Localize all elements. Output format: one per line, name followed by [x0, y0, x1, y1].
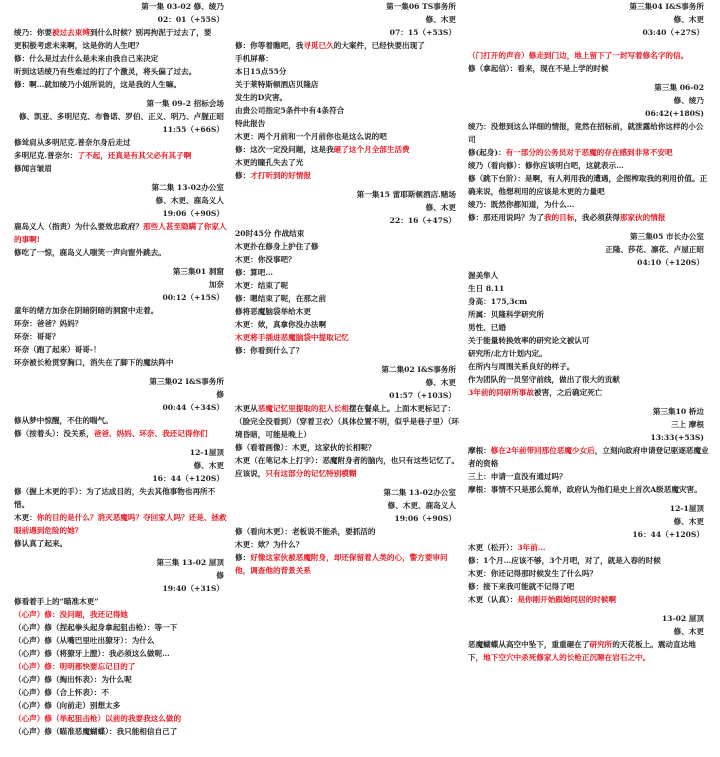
- highlighted-text: 爸爸、妈妈、环奈、我还记得你们: [93, 429, 208, 438]
- scene-block: [468, 502, 710, 606]
- dialogue-line: [468, 386, 710, 399]
- dialogue-line: [14, 686, 230, 699]
- scene-timestamp: 07：15（+53S）: [389, 28, 456, 37]
- dialogue-line: [14, 414, 230, 427]
- scene-dialogue: [468, 541, 710, 606]
- dialogue-line: [14, 26, 230, 39]
- line-text: 木更：你没事吧？: [235, 255, 296, 264]
- scene-title: 12-1屋顶: [669, 504, 704, 513]
- dialogue-line: [14, 647, 230, 660]
- dialogue-line: [235, 402, 462, 441]
- line-text: 修：什么是过去什么是未来由我自己来决定: [14, 54, 159, 63]
- scene-title: 第三集 06-02: [654, 83, 704, 92]
- line-text: 童年的绪方加奈在阴暗阴暗的洞窟中走着。: [14, 306, 159, 315]
- column-1: [14, 0, 230, 744]
- dialogue-line: [468, 334, 710, 347]
- line-text: （心声）修（从嘴巴里吐出獠牙）：为什么: [14, 636, 155, 645]
- line-text: 修：: [235, 553, 251, 562]
- line-text: 男性、已婚: [468, 323, 506, 332]
- column-3: [468, 0, 710, 670]
- line-text: 修：啊…就如绫乃小姐所说的，这是我的人生嘛。: [14, 80, 182, 89]
- line-text: 环奈被长枪贯穿胸口，消失在了脚下的魔法阵中: [14, 358, 174, 367]
- dialogue-line: [14, 52, 230, 65]
- dialogue-line: [235, 143, 462, 156]
- line-text: 到什么时候？别再拘泥于过去了，要: [89, 28, 212, 37]
- scene-header: [235, 188, 462, 227]
- dialogue-line: [14, 699, 230, 712]
- scene-timestamp: 19:06（+90S）: [394, 514, 456, 523]
- scene-header: [14, 181, 230, 220]
- scene-dialogue: [14, 414, 230, 440]
- dialogue-line: [235, 91, 462, 104]
- line-text: 关于莱特斯顿酒店贝隆店: [235, 80, 319, 89]
- dialogue-line: [468, 295, 710, 308]
- line-text: 环奈（跑了起来）哥哥-！: [14, 345, 101, 354]
- scene-dialogue: [235, 39, 462, 182]
- scene-block: [235, 188, 462, 357]
- line-text: 由贵公司指定5条件中有4条符合: [235, 106, 345, 115]
- dialogue-line: [235, 104, 462, 117]
- highlighted-text: 砸了这个月全部生活费: [333, 145, 410, 154]
- dialogue-line: [14, 621, 230, 634]
- dialogue-line: [14, 343, 230, 356]
- scene-characters: 修、木更: [673, 627, 704, 636]
- highlighted-text: 那些人甚至隐瞒了你家人的事啊!: [14, 222, 227, 244]
- highlighted-text: 了不起，还真是有其父必有其子啊: [77, 151, 192, 160]
- dialogue-line: [235, 441, 462, 454]
- line-text: 所属：贝隆科学研究所: [468, 310, 544, 319]
- scene-dialogue: [468, 269, 710, 399]
- dialogue-line: [468, 62, 710, 75]
- dialogue-line: [14, 162, 230, 175]
- line-text: 绫乃（看向修）：修你应该明白吧，这就表示…: [468, 161, 624, 170]
- dialogue-line: [235, 39, 462, 52]
- dialogue-line: [14, 537, 230, 550]
- scene-dialogue: [235, 525, 462, 577]
- scene-characters: 修、木更: [193, 461, 224, 470]
- dialogue-line: [235, 52, 462, 65]
- dialogue-line: [468, 120, 710, 146]
- line-text: 摆在餐桌上。上面木更标记了：（脸完全没看到）（穿着卫衣）（具体位置不明，似乎是巷子里）（环境昏暗，可能是晚上）: [235, 404, 460, 439]
- line-text: 的大案件，已经快要出现了: [333, 41, 425, 50]
- line-text: 木更（在笔记本上打字）：恶魔附身者的脑内，也只有这些记忆了。应该说，: [235, 456, 460, 478]
- line-text: 绫乃：没想到这么详细的情报，竟然在招标前，就泄露给你这样的小公司: [468, 122, 704, 144]
- dialogue-line: [14, 673, 230, 686]
- line-text: 修（拿起信）：看来，现在不是上学的时候: [468, 64, 609, 73]
- highlighted-text: （心声）修：没问题，我还记得她: [14, 610, 128, 619]
- line-text: 修：1个月…应该不够，3个月吧，对了，就是入春的时候: [468, 556, 661, 565]
- dialogue-line: [14, 511, 230, 537]
- dialogue-line: [235, 292, 462, 305]
- scene-title: 第二集 13-02办公室: [151, 183, 224, 192]
- line-text: 作为团队的一员坚守前线，做出了很大的贡献: [468, 375, 620, 384]
- scene-title: 第三集05 市长办公室: [630, 232, 704, 241]
- highlighted-text: 3年前…: [517, 543, 546, 552]
- scene-title: 第三集 13-02 屋顶: [156, 558, 224, 567]
- highlighted-text: 研究所: [589, 640, 613, 649]
- dialogue-line: [468, 567, 710, 580]
- dialogue-line: [468, 308, 710, 321]
- highlighted-text: 只有这部分的记忆特别模糊: [265, 469, 357, 478]
- scene-dialogue: [468, 638, 710, 664]
- line-text: 木更（认真）：: [468, 595, 518, 604]
- scene-timestamp: 11:55（+66S）: [162, 125, 224, 134]
- dialogue-line: [14, 65, 230, 78]
- scene-block: [468, 0, 710, 75]
- line-text: 修耸肩从多明尼克.普奈尔身后走过: [14, 138, 131, 147]
- dialogue-line: [14, 246, 230, 259]
- highlighted-text: 那家伙的情报: [619, 213, 666, 222]
- scene-dialogue: [235, 402, 462, 480]
- dialogue-line: [235, 130, 462, 143]
- line-text: 木更扑在修身上护住了修: [235, 242, 319, 251]
- dialogue-line: [468, 321, 710, 334]
- scene-dialogue: [468, 444, 710, 496]
- scene-block: [235, 486, 462, 577]
- highlighted-text: 我的目标: [543, 213, 575, 222]
- scene-header: [235, 486, 462, 525]
- dialogue-line: [468, 159, 710, 172]
- scene-characters: 修、木更: [673, 15, 704, 24]
- line-text: 修（看着画像）：木更，这家伙的长相呢？: [235, 443, 376, 452]
- dialogue-line: [468, 444, 710, 470]
- line-text: 恶魔蝴蝶从高空中坠下，重重砸在了: [468, 640, 590, 649]
- scene-timestamp: 16：44（+120S）: [632, 530, 704, 539]
- dialogue-line: [468, 172, 710, 198]
- dialogue-line: [235, 266, 462, 279]
- scene-timestamp: 00:12（+15S）: [162, 293, 224, 302]
- dialogue-line: [468, 593, 710, 606]
- line-text: 发生的D灾害。: [235, 93, 288, 102]
- dialogue-line: [14, 485, 230, 511]
- scene-timestamp: 02：01（+55S）: [157, 15, 224, 24]
- scene-title: 第一集 03-02 修、绫乃: [141, 2, 224, 11]
- dialogue-line: [235, 538, 462, 551]
- dialogue-line: [468, 146, 710, 159]
- highlighted-text: 寻觅已久: [303, 41, 334, 50]
- line-text: （心声）修（合上怀表）：不: [14, 688, 109, 697]
- highlighted-text: 恶魔记忆里提取的犯人长相: [257, 404, 349, 413]
- dialogue-line: [14, 304, 230, 317]
- scene-characters: 修、凯亚、多明尼克、布鲁诺、罗伯、正义、明乃、卢腥正昭: [18, 112, 224, 121]
- line-text: 绫乃：你要: [14, 28, 52, 37]
- scene-dialogue: [14, 26, 230, 91]
- line-text: 修（按着头）：没关系，: [14, 429, 94, 438]
- line-text: 修看着手上的“瞄准木更”: [14, 597, 99, 606]
- line-text: 研究所/北方计划内定。: [468, 349, 547, 358]
- scene-characters: 修、木更: [673, 517, 704, 526]
- highlighted-text: 修在2年前带回那位恶魔少女后: [490, 446, 595, 455]
- dialogue-line: [468, 470, 710, 483]
- scene-title: 第三集04 I&S事务所: [629, 2, 704, 11]
- dialogue-line: [235, 344, 462, 357]
- highlighted-text: 是你刚开始跟她同居的时候啊: [517, 595, 617, 604]
- scene-header: [235, 0, 462, 39]
- line-text: （心声）修（掏出怀表）：为什么呢: [14, 675, 132, 684]
- dialogue-line: [235, 169, 462, 182]
- dialogue-line: [468, 49, 710, 62]
- line-text: 修从梦中惊醒，不住的喘气。: [14, 416, 113, 425]
- scene-header: [468, 502, 710, 541]
- scene-dialogue: [14, 485, 230, 550]
- line-text: 木更（松开）：: [468, 543, 518, 552]
- line-text: 修（看向木更）：老板说不能杀，要抓活的: [235, 527, 376, 536]
- scene-timestamp: 06:42(+180S): [645, 109, 704, 118]
- line-text: 多明尼克.普奈尔：: [14, 151, 78, 160]
- line-text: 特此报告: [235, 119, 266, 128]
- scene-block: [14, 0, 230, 91]
- dialogue-line: [468, 198, 710, 211]
- scene-characters: 修、木更: [425, 15, 456, 24]
- line-text: 在所内与周围关系良好的样子。: [468, 362, 575, 371]
- scene-header: [14, 97, 230, 136]
- line-text: 修：那还用说吗？为了: [468, 213, 544, 222]
- scene-characters: 修、木更: [425, 378, 456, 387]
- scene-title: 13-02 屋顶: [661, 614, 704, 623]
- line-text: 修：你看到什么了？: [235, 346, 304, 355]
- scene-block: [468, 81, 710, 224]
- line-text: 手机屏幕：: [235, 54, 273, 63]
- scene-header: [14, 556, 230, 595]
- scene-dialogue: [14, 220, 230, 259]
- dialogue-line: [235, 305, 462, 318]
- highlighted-text: 木更将手插进恶魔脑袋中提取记忆: [235, 333, 349, 342]
- scene-block: [468, 612, 710, 664]
- dialogue-line: [14, 78, 230, 91]
- scene-title: 第三集01 洞窟: [172, 267, 224, 276]
- scene-block: [14, 375, 230, 440]
- dialogue-line: [468, 282, 710, 295]
- scene-header: [468, 81, 710, 120]
- dialogue-line: [235, 65, 462, 78]
- scene-title: 第一集15 雷耶斯顿酒店.赌场: [356, 190, 456, 199]
- line-text: 环奈：哥哥？: [14, 332, 60, 341]
- line-text: 本日15点55分: [235, 67, 287, 76]
- line-text: 木更：你还记得那时候发生了什么吗？: [468, 569, 598, 578]
- line-text: 的天花板上。震动直达地下: [468, 640, 696, 662]
- dialogue-line: [235, 551, 462, 577]
- dialogue-line: [235, 253, 462, 266]
- dialogue-line: [14, 149, 230, 162]
- scene-dialogue: [14, 304, 230, 369]
- dialogue-line: [468, 554, 710, 567]
- line-text: 身高：175,3cm: [468, 297, 528, 306]
- highlighted-text: ，地下空穴中杀死修家人的长枪正沉睡在岩石之中。: [475, 653, 651, 662]
- dialogue-line: [468, 211, 710, 224]
- line-text: 修：这次一定没问题，这是我: [235, 145, 334, 154]
- line-text: 修吃了一惊，鹿岛义人嗤笑一声向窗外跳去。: [14, 248, 166, 257]
- highlighted-text: （心声）修：明明都快要忘记目的了: [14, 662, 136, 671]
- line-text: 木更：两个月前和一个月前你也是这么说的吧: [235, 132, 387, 141]
- line-text: 修：嗯结束了呢，在那之前: [235, 294, 327, 303]
- scene-characters: 修、木更、鹿岛义人: [387, 501, 456, 510]
- line-text: ，我必须获得: [574, 213, 620, 222]
- scene-header: [14, 446, 230, 485]
- dialogue-line: [235, 227, 462, 240]
- dialogue-line: [14, 427, 230, 440]
- line-text: 修将恶魔脑袋举给木更: [235, 307, 311, 316]
- dialogue-line: [235, 156, 462, 169]
- dialogue-line: [235, 318, 462, 331]
- line-text: 关于能量转换效率的研究论文被认可: [468, 336, 590, 345]
- line-text: 修：: [235, 171, 251, 180]
- line-text: 修（握上木更的手）：为了达成目的，失去其他事物也再所不惜。: [14, 487, 216, 509]
- line-text: 摩根：: [468, 446, 491, 455]
- scene-block: [14, 446, 230, 550]
- dialogue-line: [14, 220, 230, 246]
- scene-block: [14, 181, 230, 259]
- line-text: 渥美隼人: [468, 271, 499, 280]
- scene-characters: 正隆、莎花、凛花、卢屋正昭: [605, 245, 704, 254]
- line-text: 环奈：爸爸？妈妈？: [14, 319, 83, 328]
- scene-timestamp: 13:33(+53S): [650, 433, 704, 442]
- scene-header: [468, 0, 710, 39]
- scene-block: [235, 363, 462, 480]
- line-text: （心声）修（瞄准恶魔蝴蝶）：我只能相信自己了: [14, 727, 178, 736]
- scene-title: 第一集 09-2 招标会场: [146, 99, 224, 108]
- scene-title: 第二集02 I&S事务所: [381, 365, 456, 374]
- dialogue-line: [468, 541, 710, 554]
- scene-timestamp: 04:10（+120S）: [637, 258, 704, 267]
- scene-header: [468, 230, 710, 269]
- dialogue-line: [14, 136, 230, 149]
- dialogue-line: [14, 317, 230, 330]
- scene-timestamp: 22：16（+47S）: [389, 216, 456, 225]
- line-text: 木更从: [235, 404, 258, 413]
- line-text: 木更：欸？为什么？: [235, 540, 304, 549]
- scene-characters: 修、木更、鹿岛义人: [155, 196, 224, 205]
- scene-timestamp: 03:40（+27S）: [642, 28, 704, 37]
- scene-dialogue: [14, 136, 230, 175]
- scene-characters: 修: [216, 571, 224, 580]
- scene-title: 12-1屋顶: [189, 448, 224, 457]
- highlighted-text: （门打开的声音）修走到门边，地上留下了一封写着修名字的信。: [468, 51, 689, 60]
- highlighted-text: 有一部分的公务员对于恶魔的存在感到非常不安吧: [505, 148, 673, 157]
- scene-characters: 三上 摩根: [670, 420, 704, 429]
- scene-block: [14, 97, 230, 175]
- line-text: （心声）修（捏起拳头起身拿起狙击枪）：等一下: [14, 623, 178, 632]
- scene-title: 第一集06 TS事务所: [386, 2, 456, 11]
- scene-header: [468, 405, 710, 444]
- line-text: 修：算吧…: [235, 268, 273, 277]
- scene-header: [14, 0, 230, 26]
- dialogue-line: [14, 595, 230, 608]
- line-text: 鹿岛义人（指责）为什么要效忠政府？: [14, 222, 144, 231]
- scene-characters: 修: [216, 390, 224, 399]
- line-text: 修认真了起来。: [14, 539, 68, 548]
- scene-dialogue: [14, 595, 230, 738]
- line-text: 修闻言皱眉: [14, 164, 52, 173]
- scene-characters: 修、绫乃: [673, 96, 704, 105]
- highlighted-text: 才打听到的好情报: [250, 171, 311, 180]
- scene-timestamp: 19:40（+31S）: [162, 584, 224, 593]
- dialogue-line: [14, 356, 230, 369]
- line-text: 修：你等着瞧吧，我: [235, 41, 304, 50]
- line-text: 修：接下来我可能就不记得了吧: [468, 582, 575, 591]
- scene-title: 第二集 13-02办公室: [383, 488, 456, 497]
- line-text: 三上：申请一直没有通过吗？: [468, 472, 567, 481]
- line-text: 木更的瞳孔失去了光: [235, 158, 304, 167]
- scene-header: [468, 612, 710, 638]
- dialogue-line: [14, 660, 230, 673]
- scene-block: [14, 556, 230, 738]
- dialogue-line: [235, 331, 462, 344]
- scene-timestamp: 01:57（+103S）: [389, 391, 456, 400]
- dialogue-line: [14, 330, 230, 343]
- dialogue-line: [14, 39, 230, 52]
- dialogue-line: [14, 634, 230, 647]
- line-text: 更积极考虑未来啊，这是你的人生吧？: [14, 41, 144, 50]
- scene-block: [235, 0, 462, 182]
- scene-block: [14, 265, 230, 369]
- dialogue-line: [235, 78, 462, 91]
- scene-block: [468, 405, 710, 496]
- dialogue-line: [235, 117, 462, 130]
- line-text: 修（跳下台阶）：是啊，有人利用我的遭遇，企图榨取我的利用价值。正确来说，他想利用的应该是木更的力量吧: [468, 174, 708, 196]
- line-text: 木更：欸，真拿你没办法啊: [235, 320, 327, 329]
- dialogue-line: [468, 373, 710, 386]
- line-text: 听到这话绫乃有些难过的打了个激灵，将头偏了过去。: [14, 67, 197, 76]
- scene-header: [14, 375, 230, 414]
- scene-title: 第三集10 桥边: [652, 407, 704, 416]
- line-text: 木更：结束了呢: [235, 281, 289, 290]
- highlighted-text: 3年前的同研所事故: [468, 388, 535, 397]
- dialogue-line: [468, 269, 710, 282]
- dialogue-line: [468, 580, 710, 593]
- column-2: [235, 0, 462, 583]
- line-text: （心声）修（将獠牙上膛）：我必须这么做呢…: [14, 649, 170, 658]
- scene-timestamp: 16：44（+120S）: [152, 474, 224, 483]
- highlighted-text: 你的目的是什么？消灭恶魔吗？夺回家人吗？还是、拯救眼前遇到危险的她？: [14, 513, 227, 535]
- line-text: 20时45分 作战结束: [235, 229, 305, 238]
- line-text: （心声）修（向前走）别想太多: [14, 701, 121, 710]
- line-text: ，立刻向政府申请登记驱逐恶魔业者的资格: [468, 446, 709, 468]
- dialogue-line: [235, 525, 462, 538]
- line-text: 生日 8.11: [468, 284, 505, 293]
- dialogue-line: [235, 279, 462, 292]
- scene-timestamp: 19:06（+90S）: [162, 209, 224, 218]
- dialogue-line: [468, 347, 710, 360]
- scene-dialogue: [235, 227, 462, 357]
- line-text: 修(起身)：: [468, 148, 506, 157]
- dialogue-line: [468, 483, 710, 496]
- dialogue-line: [14, 725, 230, 738]
- highlighted-text: 好像这家伙被恶魔附身，却还保留着人类的心，警方要审问他，调查他的背景关系: [235, 553, 448, 575]
- dialogue-line: [235, 454, 462, 480]
- line-text: 绫乃：既然你都知道，为什么…: [468, 200, 575, 209]
- line-text: 被害，之后确定死亡: [534, 388, 603, 397]
- scene-dialogue: [468, 49, 710, 75]
- dialogue-line: [14, 712, 230, 725]
- scene-dialogue: [468, 120, 710, 224]
- scene-title: 第三集02 I&S事务所: [149, 377, 224, 386]
- scene-block: [468, 230, 710, 399]
- scene-timestamp: 00:44（+34S）: [162, 403, 224, 412]
- highlighted-text: （心声）修（举起狙击枪）以前的我要我这么做的: [14, 714, 182, 723]
- dialogue-line: [235, 240, 462, 253]
- scene-characters: 修、木更: [425, 203, 456, 212]
- line-text: 摩根：事情不只是那么简单，政府认为他们是史上首次A级恶魔灾害。: [468, 485, 702, 494]
- scene-characters: 加奈: [208, 280, 224, 289]
- dialogue-line: [468, 638, 710, 664]
- line-text: 木更：: [14, 513, 37, 522]
- scene-header: [14, 265, 230, 304]
- dialogue-line: [14, 608, 230, 621]
- scene-header: [235, 363, 462, 402]
- highlighted-text: 被过去束缚: [51, 28, 90, 37]
- dialogue-line: [468, 360, 710, 373]
